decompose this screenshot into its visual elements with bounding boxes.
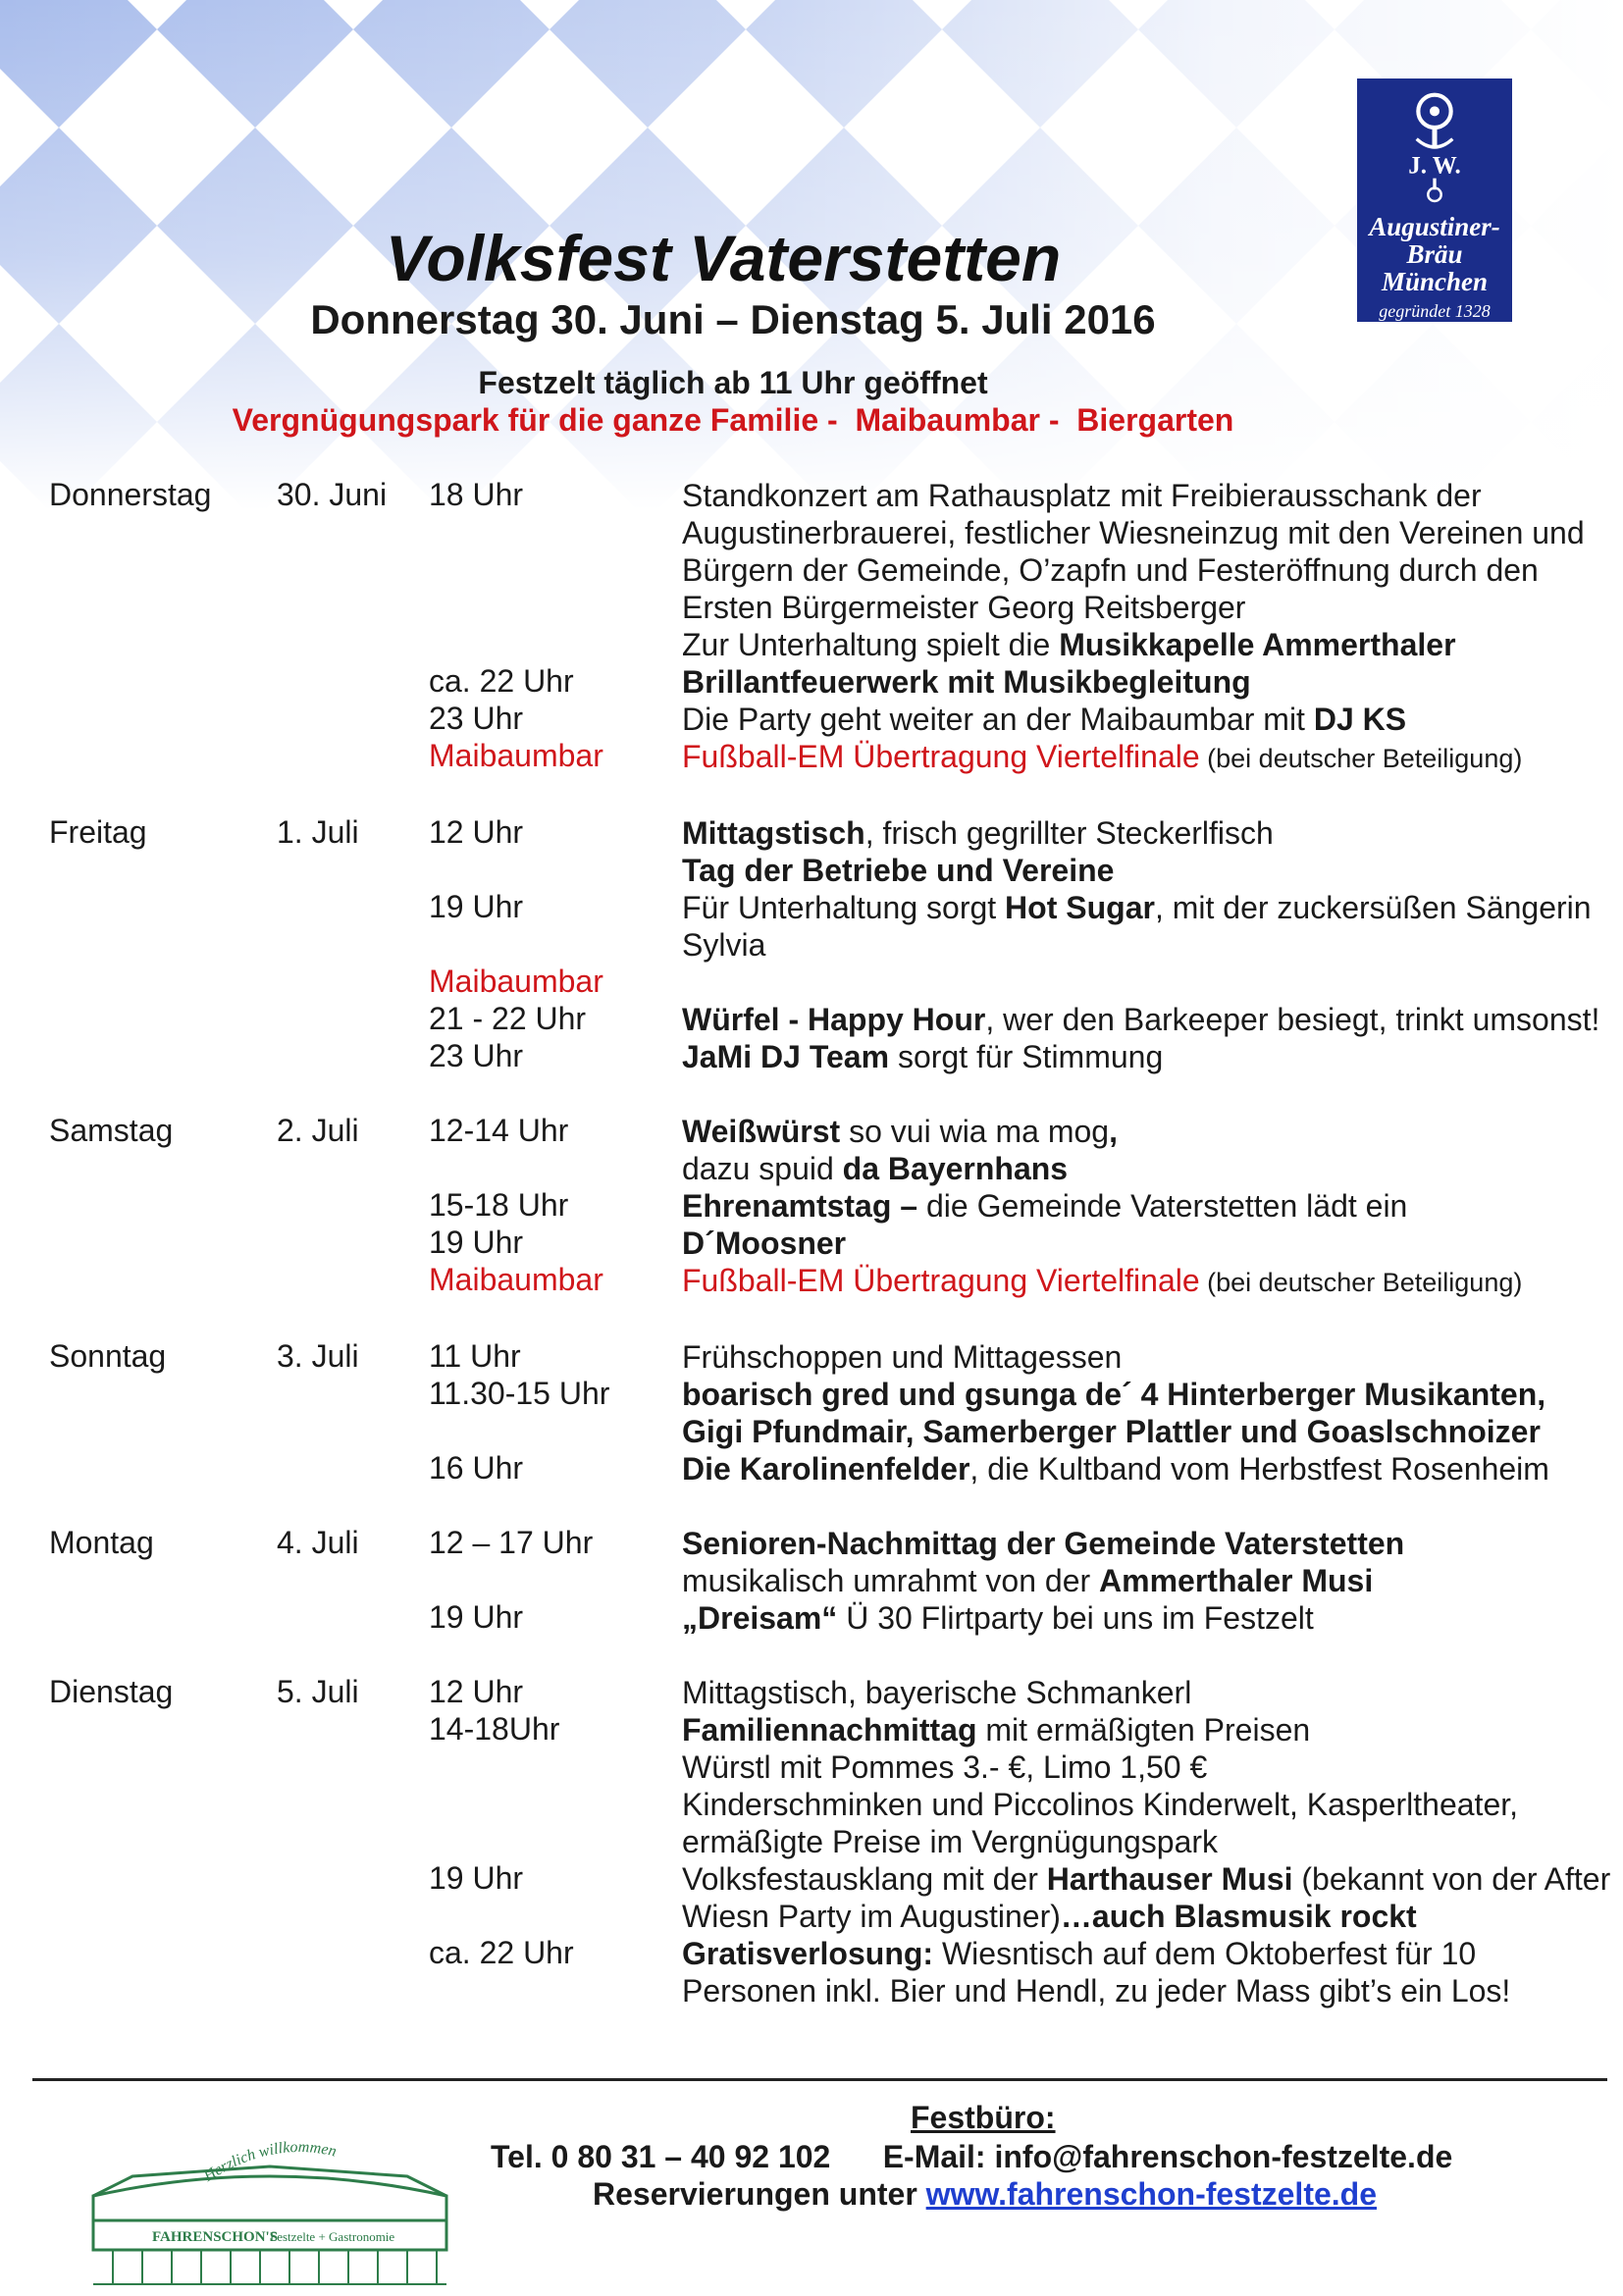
schedule-row [0, 964, 1623, 1001]
event-description [682, 1748, 1614, 1786]
event-description [682, 1001, 1614, 1038]
event-description [682, 1450, 1614, 1487]
description-text: musikalisch umrahmt von der [682, 1563, 1100, 1598]
schedule-row [0, 1225, 1623, 1262]
event-description [682, 1711, 1614, 1748]
day-name: Donnerstag [49, 477, 212, 512]
description-text: …auch Blasmusik rockt [1060, 1899, 1417, 1934]
event-time: ca. 22 Uhr [429, 663, 574, 699]
event-time: 18 Uhr [429, 477, 524, 512]
schedule-row [0, 1748, 1623, 1786]
day-date: 30. Juni [277, 477, 388, 512]
event-time: 12 Uhr [429, 814, 524, 850]
day-block [0, 477, 1623, 777]
description-text: Ü 30 Flirtparty bei uns im Festzelt [837, 1600, 1314, 1636]
description-text: , [1109, 1114, 1118, 1149]
description-text: (bekannt von der After Wiesn Party im Augustiner) [682, 1861, 1611, 1934]
day-date: 1. Juli [277, 814, 359, 850]
day-date: 4. Juli [277, 1525, 359, 1560]
description-text: , frisch gegrillter Steckerlfisch [864, 815, 1274, 851]
event-time: 12 Uhr [429, 1674, 524, 1709]
event-description [682, 1150, 1614, 1187]
description-text: Mittagstisch [682, 815, 865, 851]
logo-initials: J. W. [1408, 152, 1461, 180]
footer-divider [32, 2078, 1607, 2081]
day-block [0, 1113, 1623, 1301]
description-text: Volksfestausklang mit der [682, 1861, 1047, 1897]
event-time: 19 Uhr [429, 1225, 524, 1260]
description-text: Familiennachmittag [682, 1712, 977, 1748]
event-description [682, 814, 1614, 852]
event-description [682, 889, 1614, 964]
description-text: (bei deutscher Beteiligung) [1199, 1268, 1523, 1297]
fahrenschon-tent-logo [74, 2127, 466, 2294]
event-description [682, 738, 1614, 777]
event-description [682, 477, 1614, 626]
schedule-row [0, 1525, 1623, 1562]
event-description [682, 1187, 1614, 1225]
event-description [682, 852, 1614, 889]
event-description [682, 1562, 1614, 1599]
day-name: Montag [49, 1525, 154, 1560]
event-description [682, 663, 1614, 701]
day-date: 3. Juli [277, 1338, 359, 1374]
description-text: „Dreisam“ [682, 1600, 838, 1636]
schedule-row [0, 663, 1623, 701]
event-time: 11 Uhr [429, 1338, 521, 1374]
schedule-row [0, 814, 1623, 852]
description-text: Die Party geht weiter an der Maibaumbar mit [682, 702, 1314, 737]
event-description [682, 1376, 1614, 1450]
event-description [682, 1038, 1614, 1075]
schedule-row [0, 1674, 1623, 1711]
description-text: die Gemeinde Vaterstetten lädt ein [917, 1188, 1408, 1224]
schedule-row [0, 889, 1623, 964]
event-time: 21 - 22 Uhr [429, 1001, 587, 1036]
day-date: 2. Juli [277, 1113, 359, 1148]
schedule-row [0, 477, 1623, 626]
schedule-row [0, 1786, 1623, 1860]
description-text: , mit der zuckersüßen Sängerin Sylvia [682, 890, 1592, 963]
event-description [682, 1935, 1614, 2009]
event-description [682, 1113, 1614, 1150]
schedule-row [0, 1711, 1623, 1748]
schedule-row [0, 1187, 1623, 1225]
page-title: Volksfest Vaterstetten [385, 222, 1062, 294]
description-text: Brillantfeuerwerk mit Musikbegleitung [682, 664, 1251, 700]
event-time: 12-14 Uhr [429, 1113, 569, 1148]
event-description [682, 964, 1614, 1001]
day-name: Freitag [49, 814, 147, 850]
event-time: 15-18 Uhr [429, 1187, 569, 1223]
description-text: Senioren-Nachmittag der Gemeinde Vaterstetten [682, 1526, 1405, 1561]
website-link[interactable]: www.fahrenschon-festzelte.de [925, 2176, 1377, 2212]
festival-dates: Donnerstag 30. Juni – Dienstag 5. Juli 2016 [310, 296, 1156, 342]
description-text: Die Karolinenfelder [682, 1451, 970, 1487]
description-text: mit ermäßigten Preisen [976, 1712, 1311, 1748]
event-description [682, 1262, 1614, 1301]
reservation-label: Reservierungen unter [593, 2176, 926, 2212]
event-time: Maibaumbar [429, 1262, 603, 1297]
event-time: 19 Uhr [429, 1599, 524, 1635]
festbuero-heading: Festbüro: [911, 2100, 1056, 2135]
description-text: DJ KS [1313, 702, 1407, 737]
day-name: Dienstag [49, 1674, 174, 1709]
description-text: , die Kultband vom Herbstfest Rosenheim [969, 1451, 1549, 1487]
event-time: 12 – 17 Uhr [429, 1525, 594, 1560]
event-time: Maibaumbar [429, 738, 603, 773]
day-block [0, 814, 1623, 1075]
event-description [682, 1338, 1614, 1376]
schedule-row [0, 1599, 1623, 1637]
event-description [682, 1786, 1614, 1860]
description-text: Frühschoppen und Mittagessen [682, 1339, 1123, 1375]
day-date: 5. Juli [277, 1674, 359, 1709]
event-time: 23 Uhr [429, 701, 524, 736]
description-text: so vui wia ma mog [840, 1114, 1110, 1149]
event-description [682, 626, 1614, 663]
event-schedule [0, 477, 1623, 2047]
description-text: Würstl mit Pommes 3.- €, Limo 1,50 € [682, 1749, 1208, 1785]
schedule-row [0, 1113, 1623, 1150]
schedule-row [0, 1262, 1623, 1301]
description-text: Tag der Betriebe und Vereine [682, 853, 1115, 888]
brewery-emblem-icon [1376, 88, 1493, 211]
description-text: Würfel - Happy Hour [682, 1002, 986, 1037]
description-text: Kinderschminken und Piccolinos Kinderwelt, Kasperltheater, ermäßigte Preise im Vergnügungspark [682, 1787, 1519, 1859]
event-description [682, 1674, 1614, 1711]
event-time: ca. 22 Uhr [429, 1935, 574, 1970]
description-text: Mittagstisch, bayerische Schmankerl [682, 1675, 1192, 1710]
description-text: Wiesntisch auf dem Oktoberfest für 10 Personen inkl. Bier und Hendl, zu jeder Mass gibt’s ein Los! [682, 1936, 1511, 2009]
description-text: Fußball-EM Übertragung Viertelfinale [682, 1263, 1200, 1298]
event-description [682, 1225, 1614, 1262]
description-text: da Bayernhans [842, 1151, 1069, 1186]
event-time: 19 Uhr [429, 1860, 524, 1896]
tent-logo-name: FAHRENSCHON'S [152, 2229, 279, 2245]
logo-founded: gegründet 1328 [1379, 301, 1491, 321]
description-text: Ehrenamtstag – [682, 1188, 918, 1224]
schedule-row [0, 852, 1623, 889]
footer [0, 2100, 1623, 2296]
schedule-row [0, 1450, 1623, 1487]
description-text: (bei deutscher Beteiligung) [1199, 744, 1523, 773]
description-text: JaMi DJ Team [682, 1039, 890, 1074]
opening-hours: Festzelt täglich ab 11 Uhr geöffnet [478, 365, 988, 400]
event-time: 11.30-15 Uhr [429, 1376, 610, 1411]
schedule-row [0, 1935, 1623, 2009]
description-text: Weißwürst [682, 1114, 841, 1149]
description-text: Hot Sugar [1005, 890, 1155, 925]
event-time: Maibaumbar [429, 964, 603, 999]
schedule-row [0, 626, 1623, 663]
event-description [682, 1860, 1614, 1935]
day-block [0, 1338, 1623, 1487]
event-description [682, 1599, 1614, 1637]
description-text: Gratisverlosung: [682, 1936, 934, 1971]
description-text: Musikkapelle Ammerthaler [1059, 627, 1456, 662]
description-text: , wer den Barkeeper besiegt, trinkt umsonst! [985, 1002, 1600, 1037]
tent-logo-sub: Festzelte + Gastronomie [270, 2229, 395, 2244]
svg-text:Herzlich willkommen: Herzlich willkommen [200, 2138, 339, 2185]
augustiner-logo [1357, 78, 1512, 322]
reservation-line [593, 2176, 1377, 2213]
schedule-row [0, 1338, 1623, 1376]
description-text: Fußball-EM Übertragung Viertelfinale [682, 739, 1200, 774]
attractions-line: Vergnügungspark für die ganze Familie - Maibaumbar - Biergarten [232, 402, 1234, 438]
schedule-row [0, 1376, 1623, 1450]
event-time: 23 Uhr [429, 1038, 524, 1073]
schedule-row [0, 1038, 1623, 1075]
event-description [682, 1525, 1614, 1562]
schedule-row [0, 738, 1623, 777]
schedule-row [0, 1562, 1623, 1599]
description-text: boarisch gred und gsunga de´ 4 Hinterberger Musikanten, Gigi Pfundmair, Samerberger Plattler und Goaslschnoizer [682, 1377, 1546, 1449]
schedule-row [0, 1150, 1623, 1187]
contact-line: Tel. 0 80 31 – 40 92 102 E-Mail: info@fahrenschon-festzelte.de [491, 2139, 1453, 2174]
event-description [682, 701, 1614, 738]
logo-brand-name: Augustiner- Bräu München [1369, 212, 1500, 296]
description-text: sorgt für Stimmung [889, 1039, 1164, 1074]
schedule-row [0, 1001, 1623, 1038]
day-block [0, 1674, 1623, 2009]
description-text: D´Moosner [682, 1226, 847, 1261]
day-block [0, 1525, 1623, 1637]
day-name: Sonntag [49, 1338, 167, 1374]
event-time: 16 Uhr [429, 1450, 524, 1486]
description-text: Harthauser Musi [1046, 1861, 1293, 1897]
day-name: Samstag [49, 1113, 174, 1148]
schedule-row [0, 1860, 1623, 1935]
event-time: 14-18Uhr [429, 1711, 560, 1747]
description-text: Standkonzert am Rathausplatz mit Freibierausschank der Augustinerbrauerei, festlicher Wiesneinzug mit den Vereinen und Bürgern der Gemeinde, O’zapfn und Festeröffnung durch den Ersten Bürgermeister Georg Reitsberger [682, 478, 1585, 625]
schedule-row [0, 701, 1623, 738]
description-text: Zur Unterhaltung spielt die [682, 627, 1060, 662]
description-text: Für Unterhaltung sorgt [682, 890, 1006, 925]
event-time: 19 Uhr [429, 889, 524, 924]
description-text: dazu spuid [682, 1151, 843, 1186]
description-text: Ammerthaler Musi [1099, 1563, 1374, 1598]
